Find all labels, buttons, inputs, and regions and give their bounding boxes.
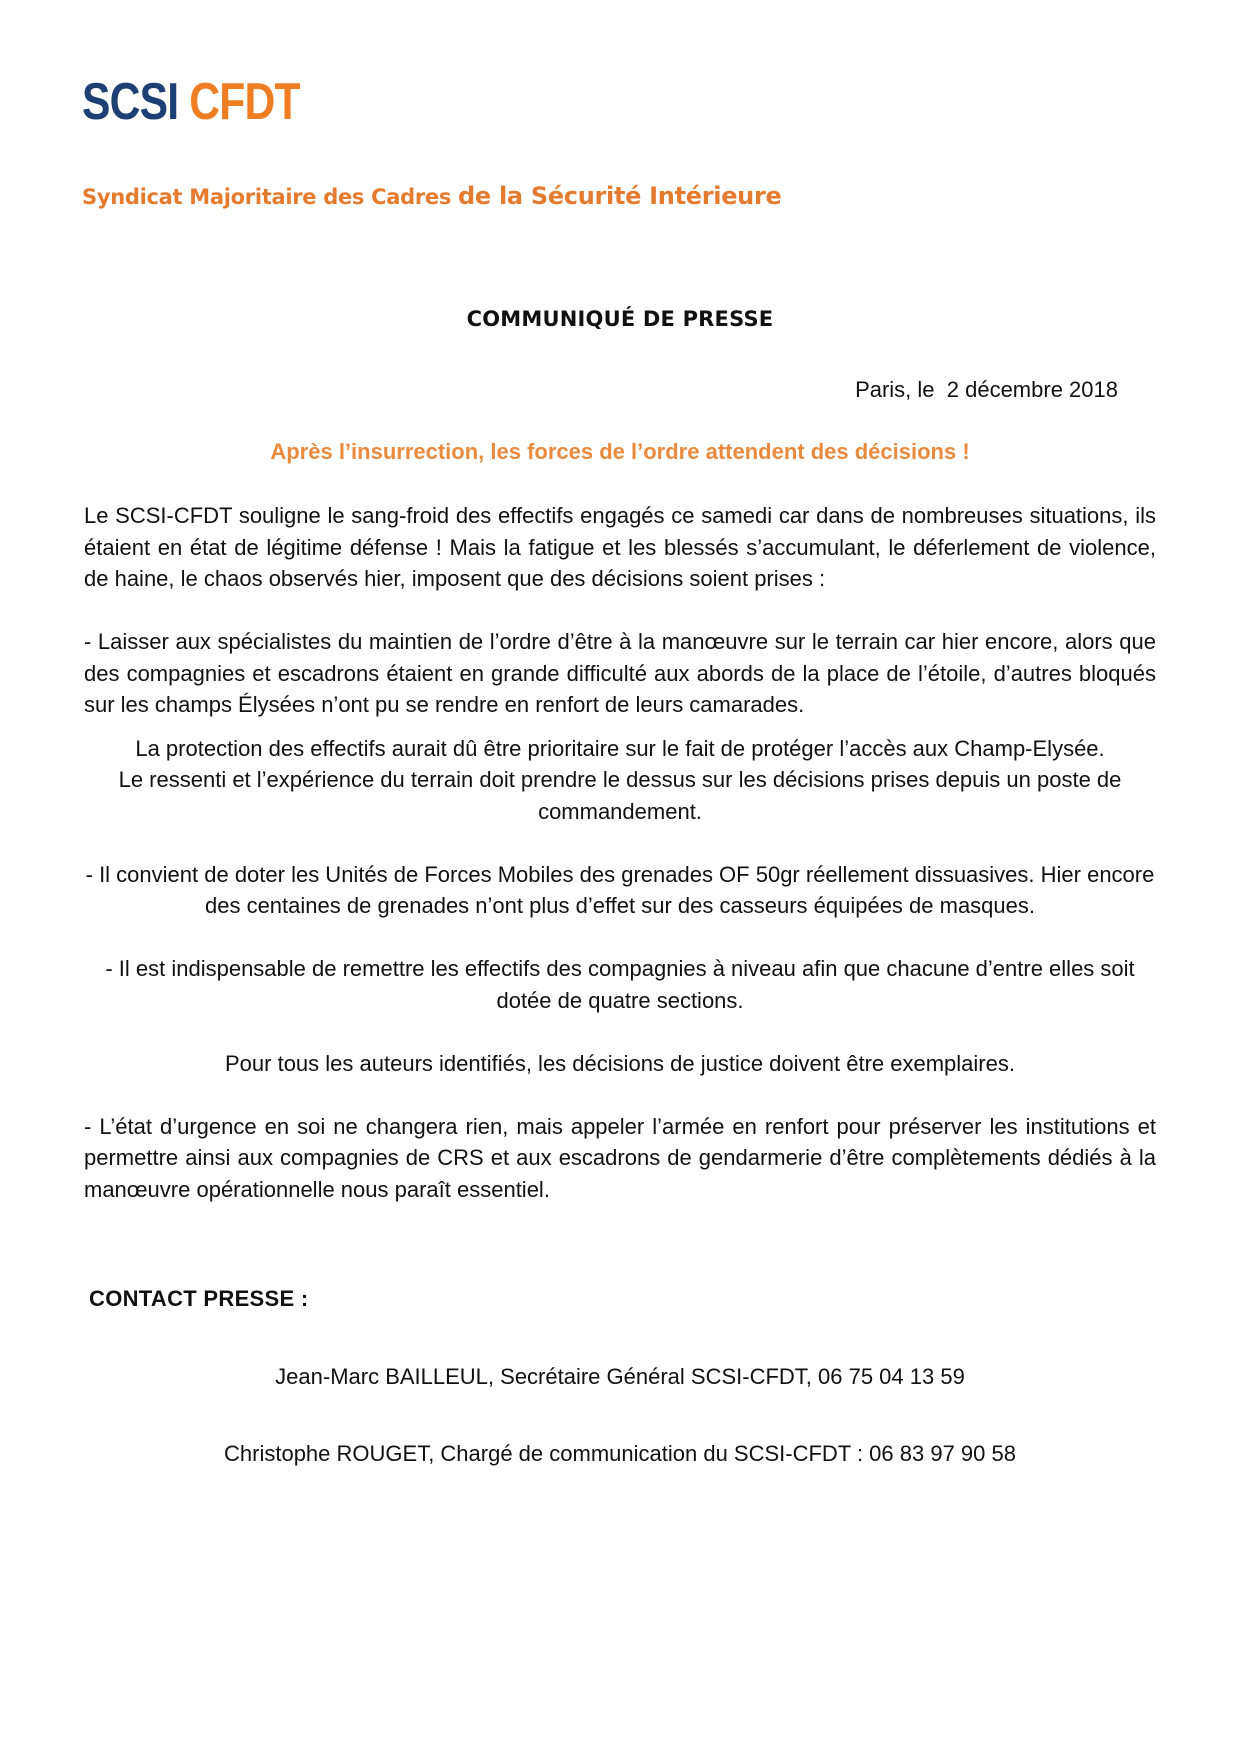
contact-person-2: Christophe ROUGET, Chargé de communication du SCSI-CFDT : 06 83 97 90 58 (224, 1441, 1016, 1466)
paragraph-point-4: Pour tous les auteurs identifiés, les décisions de justice doivent être exemplaires. (225, 1050, 1015, 1076)
organization-tagline (82, 182, 782, 210)
paragraph-point-1c: Le ressenti et l’expérience du terrain doit prendre le dessus sur les décisions prises depuis un poste de commandement. (118, 767, 1122, 824)
paragraph-point-3: - Il est indispensable de remettre les effectifs des compagnies à niveau afin que chacune d’entre elles soit dotée de quatre sections. (105, 956, 1135, 1013)
paragraph-point-5: - L’état d’urgence en soi ne changera rien, mais appeler l’armée en renfort pour préserver les institutions et permettre ainsi aux compagnies de CRS et aux escadrons de gendarmerie d’être complètements dédiés à la manœuvre opérationnelle nous paraît essentiel. (84, 1113, 1156, 1202)
paragraph-point-1: - Laisser aux spécialistes du maintien de l’ordre d’être à la manœuvre sur le terrain car hier encore, alors que des compagnies et escadrons étaient en grande difficulté aux abords de la place de l’étoile, d’autres bloqués sur les champs Élysées n’ont pu se rendre en renfort de leurs camarades. (84, 629, 1156, 717)
document-headline: Après l’insurrection, les forces de l’ordre attendent des décisions ! (270, 439, 970, 464)
paragraph-point-2: - Il convient de doter les Unités de Forces Mobiles des grenades OF 50gr réellement dissuasives. Hier encore des centaines de grenades n’ont plus d’effet sur des casseurs équipées de masques. (85, 861, 1155, 918)
paragraph-point-1b: La protection des effectifs aurait dû être prioritaire sur le fait de protéger l’accès aux Champ-Elysée. (135, 735, 1105, 761)
tagline-part-1: Syndicat Majoritaire des Cadres (82, 185, 459, 209)
document-title: COMMUNIQUÉ DE PRESSE (466, 307, 774, 331)
tagline-part-2: de la Sécurité Intérieure (458, 182, 782, 210)
paragraph-intro: Le SCSI-CFDT souligne le sang-froid des effectifs engagés ce samedi car dans de nombreuses situations, ils étaient en état de légitime défense ! Mais la fatigue et les blessés s’accumulant, le déferlement de violence, de haine, le chaos observés hier, imposent que des décisions soient prises : (84, 503, 1156, 591)
contact-person-1: Jean-Marc BAILLEUL, Secrétaire Général SCSI-CFDT, 06 75 04 13 59 (275, 1364, 965, 1389)
logo-cfdt-text: CFDT (189, 73, 300, 131)
scsi-cfdt-logo (82, 72, 300, 132)
document-body (84, 500, 1156, 1205)
contact-label: CONTACT PRESSE : (89, 1286, 309, 1311)
logo-scsi-text: SCSI (82, 73, 179, 131)
document-date: Paris, le 2 décembre 2018 (855, 377, 1118, 402)
